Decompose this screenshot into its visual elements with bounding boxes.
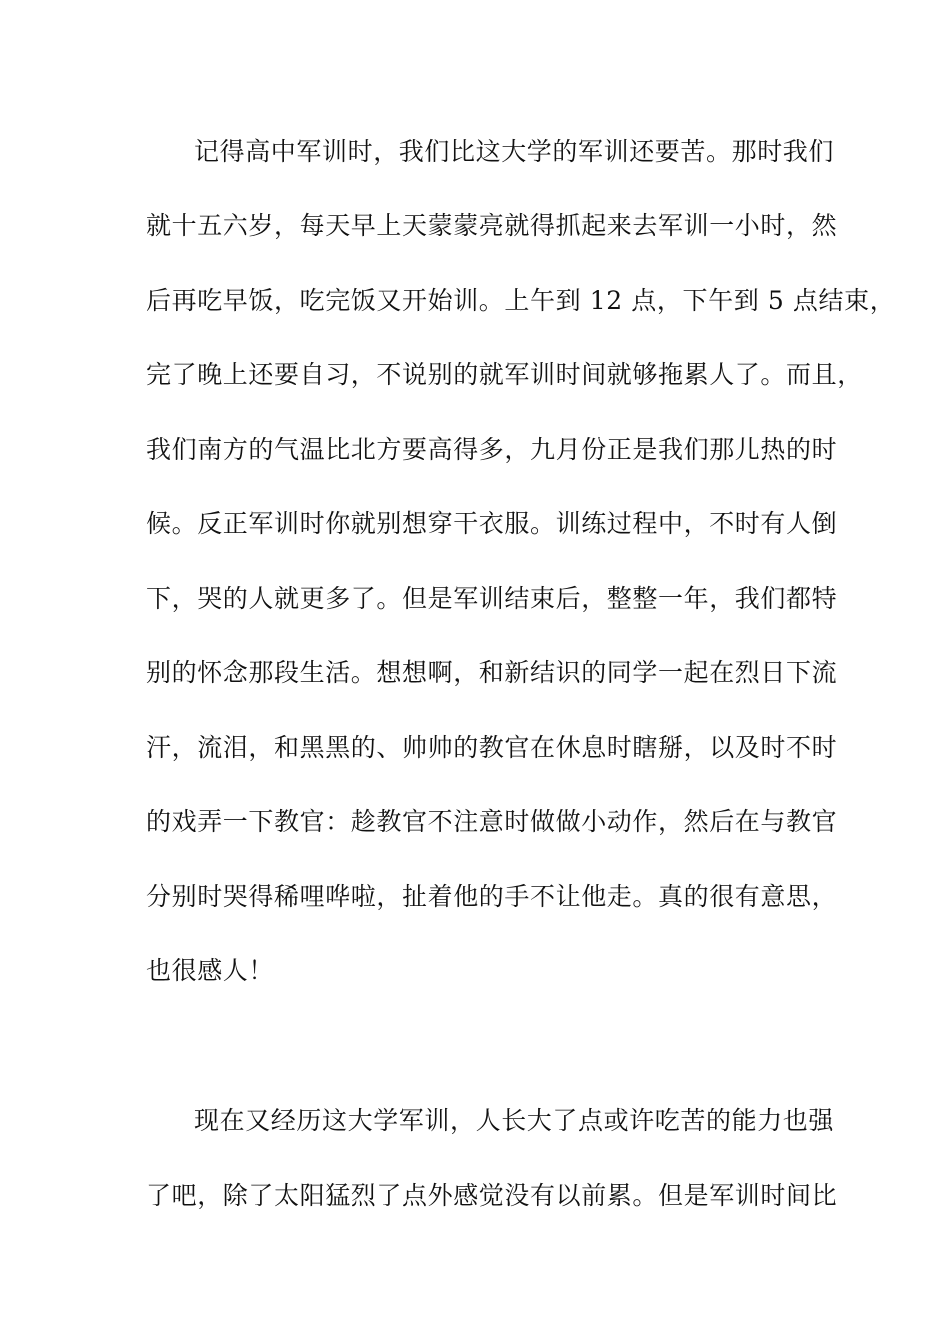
- paragraph-2-line-1: 现在又经历这大学军训，人长大了点或许吃苦的能力也强: [194, 1106, 835, 1135]
- paragraph-1-line-4: 完了晚上还要自习，不说别的就军训时间就够拖累人了。而且，: [146, 360, 863, 389]
- paragraph-1-line-9: 汗，流泪，和黑黑的、帅帅的教官在休息时瞎掰，以及时不时: [146, 733, 838, 762]
- paragraph-2-line-2: 了吧，除了太阳猛烈了点外感觉没有以前累。但是军训时间比: [146, 1181, 838, 1210]
- paragraph-1-line-8: 别的怀念那段生活。想想啊，和新结识的同学一起在烈日下流: [146, 658, 838, 687]
- paragraph-1-line-7: 下，哭的人就更多了。但是军训结束后，整整一年，我们都特: [146, 584, 838, 613]
- paragraph-1-line-2: 就十五六岁，每天早上天蒙蒙亮就得抓起来去军训一小时，然: [146, 211, 838, 240]
- paragraph-1-line-12: 也很感人！: [146, 956, 275, 985]
- paragraph-1-line-6: 候。反正军训时你就别想穿干衣服。训练过程中，不时有人倒: [146, 509, 838, 538]
- paragraph-1-line-3: 后再吃早饭，吃完饭又开始训。上午到 12 点，下午到 5 点结束，: [146, 286, 896, 315]
- paragraph-1-line-10: 的戏弄一下教官：趁教官不注意时做做小动作，然后在与教官: [146, 807, 838, 836]
- paragraph-1-line-5: 我们南方的气温比北方要高得多，九月份正是我们那儿热的时: [146, 435, 838, 464]
- paragraph-1-line-1: 记得高中军训时，我们比这大学的军训还要苦。那时我们: [194, 137, 835, 166]
- paragraph-1-line-11: 分别时哭得稀哩哗啦，扯着他的手不让他走。真的很有意思，: [146, 882, 838, 911]
